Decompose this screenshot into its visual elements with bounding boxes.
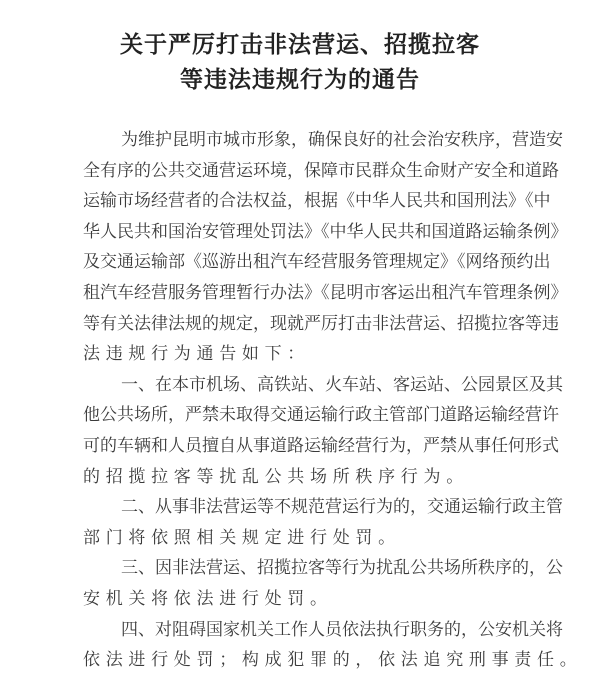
body-text-line: 法违规行为通告如下： [83, 344, 310, 365]
body-text-line: 及交通运输部《巡游出租汽车经营服务管理规定》《网络预约出 [83, 252, 551, 273]
body-text-line: 三、因非法营运、招揽拉客等行为扰乱公共场所秩序的，公 [121, 558, 563, 579]
body-text-line: 华人民共和国治安管理处罚法》《中华人民共和国道路运输条例》 [83, 221, 568, 242]
notice-title-line-1: 关于严厉打击非法营运、招揽拉客 [120, 31, 480, 58]
body-text-line: 全有序的公共交通营运环境，保障市民群众生命财产安全和道路 [83, 160, 559, 181]
body-text-line: 可的车辆和人员擅自从事道路运输经营行为，严禁从事任何形式 [83, 436, 559, 456]
body-text-line: 为维护昆明市城市形象，确保良好的社会治安秩序，营造安 [121, 130, 563, 150]
body-text-line: 四、对阻碍国家机关工作人员依法执行职务的，公安机关将 [121, 619, 563, 640]
body-text-line: 二、从事非法营运等不规范营运行为的，交通运输行政主管 [121, 497, 563, 518]
body-text-line: 安机关将依法进行处罚。 [83, 589, 333, 609]
body-text-line: 部门将依照相关规定进行处罚。 [83, 527, 401, 548]
body-text-line: 运输市场经营者的合法权益，根据《中华人民共和国刑法》《中 [83, 191, 551, 212]
body-text-line: 租汽车经营服务管理暂行办法》《昆明市客运出租汽车管理条例》 [83, 283, 568, 303]
body-text-line: 的招揽拉客等扰乱公共场所秩序行为。 [83, 466, 469, 487]
body-text-line: 等有关法律法规的规定，现就严厉打击非法营运、招揽拉客等违 [83, 313, 559, 334]
notice-title-line-2: 等违法违规行为的通告 [180, 66, 420, 93]
body-text-line: 依法进行处罚；构成犯罪的，依法追究刑事责任。 [83, 650, 583, 671]
body-text-line: 一、在本市机场、高铁站、火车站、客运站、公园景区及其 [121, 374, 563, 395]
body-text-line: 他公共场所，严禁未取得交通运输行政主管部门道路运输经营许 [83, 405, 559, 426]
